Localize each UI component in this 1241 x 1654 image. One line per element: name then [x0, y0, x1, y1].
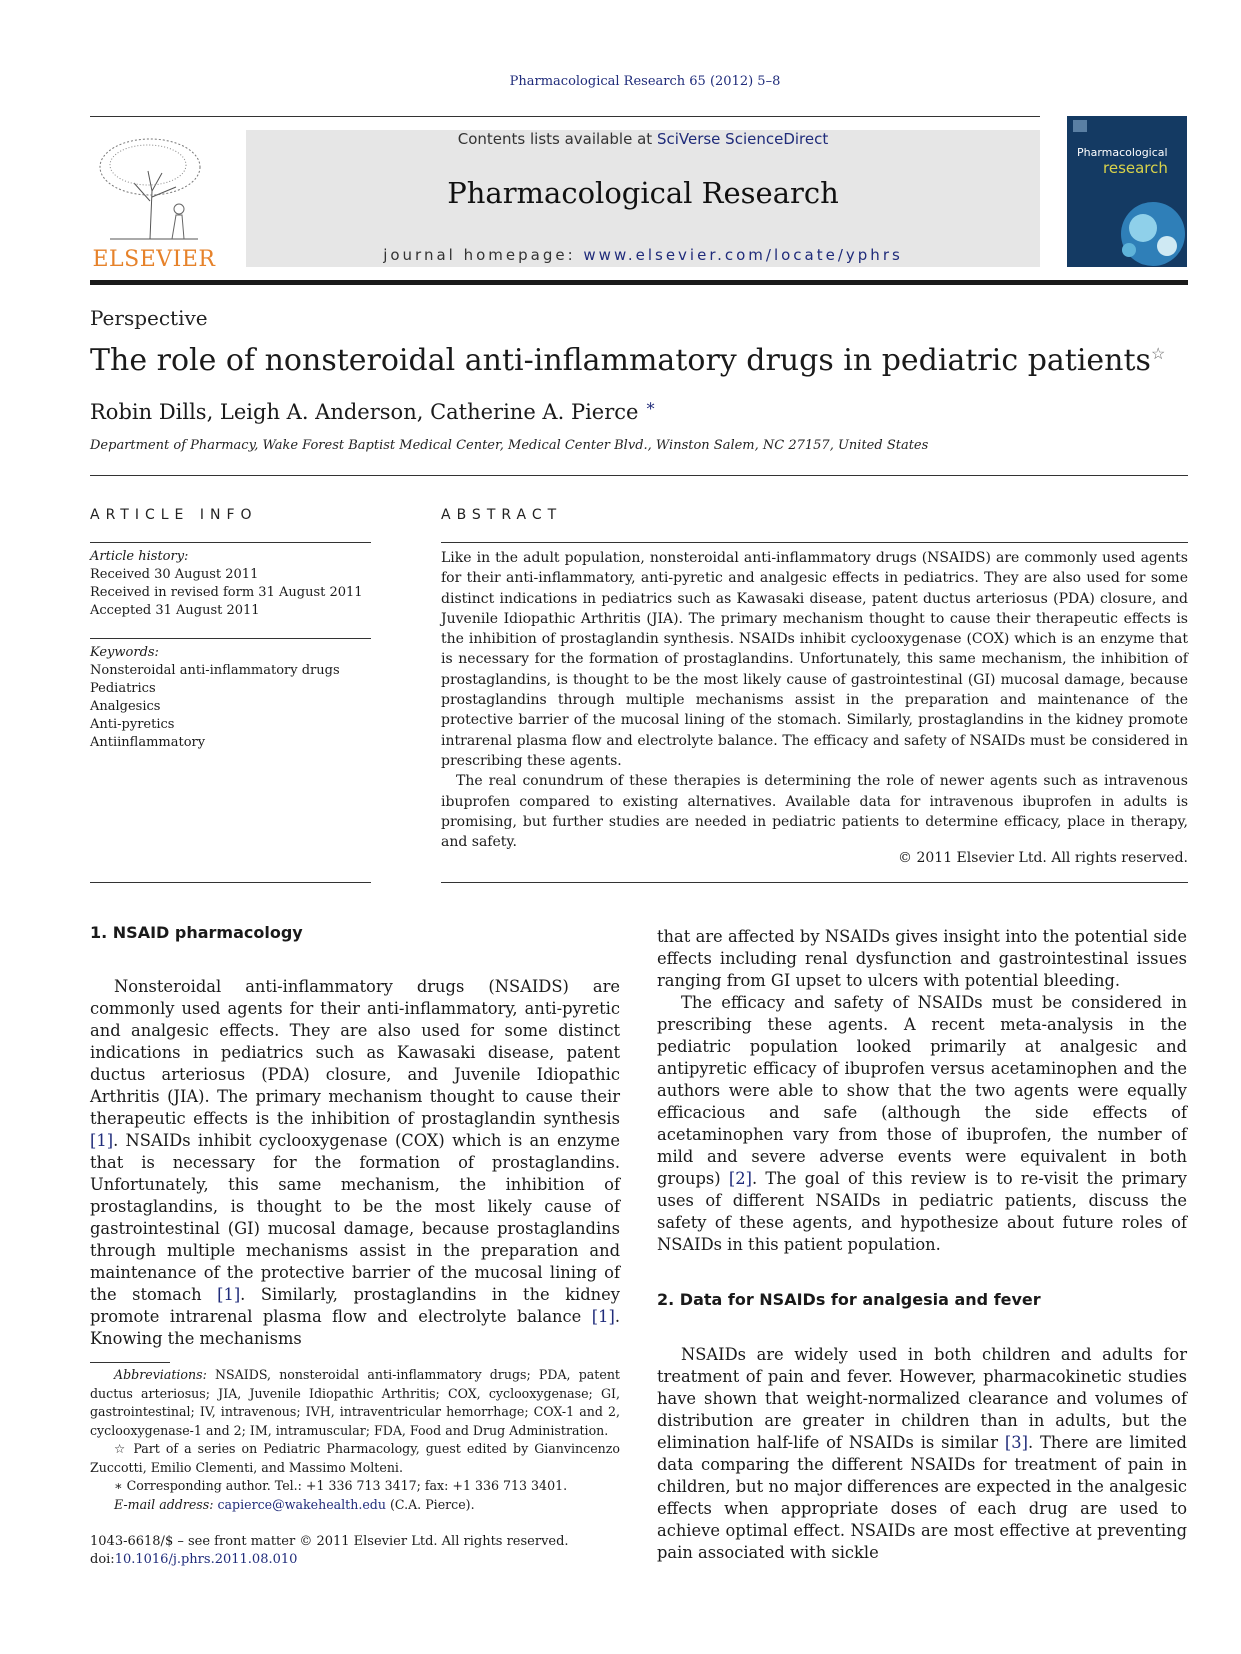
journal-banner [246, 130, 1040, 267]
article-history [90, 548, 375, 620]
journal-cover[interactable] [1067, 116, 1187, 267]
cover-art-icon [1067, 116, 1187, 267]
body-text: NSAIDs are widely used in both children and adults for treatment of pain and fever. However, pharmacokinetic studies have shown that weight-normalized clearance and volumes of distribution are greater in children than in adults, but the elimination half-life of NSAIDs is similar [657, 1345, 1187, 1452]
cover-title-line2: research [1103, 159, 1168, 177]
citation-link[interactable]: [2] [728, 1169, 752, 1188]
keywords [90, 644, 375, 752]
right-column [657, 926, 1187, 1564]
issn-block [90, 1533, 569, 1569]
article-info-end-rule [90, 882, 371, 883]
footnote-text: NSAIDS, nonsteroidal anti-inflammatory drugs; PDA, patent ductus arteriosus; JIA, Juvenile Idiopathic Arthritis; COX, cyclooxygenase; GI, gastrointestinal; IV, intravenous; IVH, intraventricular hemorrhage; COX-1 and 2, cyclooxygenase-1 and 2; IM, intramuscular; FDA, Food and Drug Administration. [90, 1367, 620, 1438]
footnote-mark: ∗ [114, 1478, 123, 1493]
footnote-text: Part of a series on Pediatric Pharmacology, guest edited by Gianvincenzo Zuccotti, Emilio Clementi, and Massimo Molteni. [90, 1441, 621, 1475]
article-info-rule [90, 542, 371, 543]
abstract-end-rule [441, 882, 1188, 883]
footnote-rule [90, 1362, 170, 1363]
citation-link[interactable]: [1] [217, 1285, 241, 1304]
footnote-mark: ☆ [114, 1441, 128, 1456]
corresponding-author-mark[interactable]: ∗ [645, 396, 657, 415]
article-type: Perspective [90, 306, 208, 330]
body-paragraph [657, 992, 1187, 1256]
title-block-rule [90, 475, 1188, 476]
issn-line: 1043-6618/$ – see front matter © 2011 Elsevier Ltd. All rights reserved. [90, 1534, 569, 1549]
abstract-paragraph-2: The real conundrum of these therapies is determining the role of newer agents such as intravenous ibuprofen compared to existing alternatives. Available data for intravenous ibuprofen in adults is promising, but further studies are needed in pediatric patients to determine efficacy, place in therapy, and safety. [441, 773, 1188, 851]
body-text: . Similarly, prostaglandins in the kidney promote intrarenal plasma flow and electrolyte balance [90, 1285, 621, 1326]
abstract-body [441, 548, 1188, 852]
title-footnote-mark[interactable]: ☆ [1150, 344, 1166, 363]
journal-name: Pharmacological Research [447, 176, 839, 210]
body-text: . NSAIDs inhibit cyclooxygenase (COX) which is an enzyme that is necessary for the formation of prostaglandins. Unfortunately, this same mechanism, the inhibition of prostaglandins, is thought to be the most likely cause of gastrointestinal (GI) mucosal damage, because prostaglandins through multiple mechanisms assist in the preparation and maintenance of the protective barrier of the mucosal lining of the stomach [90, 1131, 620, 1304]
body-paragraph: that are affected by NSAIDs gives insight into the potential side effects including renal dysfunction and gastrointestinal issues ranging from GI upset to ulcers with potential bleeding. [657, 927, 1187, 990]
author-names: Robin Dills, Leigh A. Anderson, Catherine A. Pierce [90, 400, 639, 424]
citation-link[interactable]: [3] [1004, 1433, 1028, 1452]
footnote-text: Corresponding author. Tel.: +1 336 713 3417; fax: +1 336 713 3401. [122, 1478, 568, 1493]
body-paragraph [90, 976, 620, 1350]
keyword-item: Anti-pyretics [90, 717, 175, 732]
series-footnote [90, 1440, 620, 1477]
elsevier-wordmark: ELSEVIER [92, 247, 216, 272]
homepage-link[interactable]: www.elsevier.com/locate/yphrs [583, 246, 903, 264]
left-column [90, 976, 620, 1350]
citation-link[interactable]: [1] [90, 1131, 114, 1150]
body-text: Nonsteroidal anti-inflammatory drugs (NSAIDS) are commonly used agents for their anti-inflammatory, anti-pyretic and analgesic effects. They are also used for some distinct indications in pediatrics such as Kawasaki disease, patent ductus arteriosus (PDA) closure, and Juvenile Idiopathic Arthritis (JIA). The primary mechanism thought to cause their therapeutic effects is the inhibition of prostaglandin synthesis [90, 977, 620, 1128]
section-heading: 1. NSAID pharmacology [90, 923, 303, 942]
history-accepted: Accepted 31 August 2011 [90, 603, 260, 618]
citation-link[interactable]: [1] [591, 1307, 615, 1326]
body-paragraph [657, 1344, 1187, 1564]
doi-link[interactable]: 10.1016/j.phrs.2011.08.010 [114, 1552, 298, 1567]
footnote-text: (C.A. Pierce). [385, 1496, 475, 1512]
running-head[interactable]: Pharmacological Research 65 (2012) 5–8 [509, 74, 781, 89]
abstract-copyright: © 2011 Elsevier Ltd. All rights reserved. [898, 850, 1188, 866]
body-text: . There are limited data comparing the different NSAIDs for treatment of pain in children, but no major differences are expected in the analgesic effects when appropriate doses of each drug are used to achieve optimal effect. NSAIDs are most effective at preventing pain associated with sickle [657, 1433, 1187, 1562]
keyword-item: Antiinflammatory [90, 735, 206, 750]
header-thick-rule [90, 280, 1188, 285]
body-text: The efficacy and safety of NSAIDs must be considered in prescribing these agents. A recent meta-analysis in the pediatric population looked primarily at analgesic and antipyretic efficacy of ibuprofen versus acetaminophen and the authors were able to show that the two agents were equally efficacious and safe (although the side effects of acetaminophen vary from those of ibuprofen, the number of mild and severe adverse events were equivalent in both groups) [657, 993, 1187, 1188]
abstract-heading: ABSTRACT [441, 507, 563, 523]
body-text: . The goal of this review is to re-visit the primary uses of different NSAIDs in pediatric patients, discuss the safety of these agents, and hypothesize about future roles of NSAIDs in this patient population. [657, 1169, 1187, 1254]
section-1-heading [90, 922, 620, 944]
header-rule [90, 116, 1040, 117]
author-list [90, 396, 656, 424]
abbreviations-footnote [90, 1366, 620, 1440]
history-revised: Received in revised form 31 August 2011 [90, 585, 363, 600]
email-link[interactable]: capierce@wakehealth.edu [217, 1496, 386, 1512]
contents-line [246, 130, 1040, 148]
history-received: Received 30 August 2011 [90, 567, 259, 582]
sciencedirect-link[interactable]: SciVerse ScienceDirect [656, 130, 829, 148]
history-label: Article history: [90, 549, 189, 564]
contents-prefix: Contents lists available at [457, 130, 653, 148]
article-title [90, 343, 1190, 378]
body-text: . Knowing the mechanisms [90, 1307, 620, 1348]
abstract-rule [441, 542, 1188, 543]
keyword-item: Analgesics [90, 699, 161, 714]
elsevier-logo [90, 131, 218, 271]
email-footnote [90, 1496, 620, 1515]
tree-icon [90, 131, 218, 243]
email-label: E-mail address: [114, 1496, 214, 1512]
homepage-line [246, 246, 1040, 264]
homepage-prefix: journal homepage: [383, 246, 576, 264]
keyword-item: Pediatrics [90, 681, 156, 696]
keywords-label: Keywords: [90, 645, 159, 660]
article-title-text: The role of nonsteroidal anti-inflammatory drugs in pediatric patients [90, 343, 1151, 378]
doi-prefix: doi: [90, 1552, 115, 1567]
section-heading: 2. Data for NSAIDs for analgesia and fever [657, 1290, 1041, 1309]
keyword-item: Nonsteroidal anti-inflammatory drugs [90, 663, 340, 678]
abbreviations-label: Abbreviations: [114, 1367, 207, 1382]
cover-title-line1: Pharmacological [1077, 146, 1168, 159]
article-info-heading: ARTICLE INFO [90, 507, 258, 523]
history-rule [90, 638, 371, 639]
abstract-paragraph-1: Like in the adult population, nonsteroidal anti-inflammatory drugs (NSAIDS) are commonly used agents for their anti-inflammatory, anti-pyretic and analgesic effects in pediatrics. They are also used for some distinct indications in pediatrics such as Kawasaki disease, patent ductus arteriosus (PDA) closure, and Juvenile Idiopathic Arthritis (JIA). The primary mechanism thought to cause their therapeutic effects is the inhibition of prostaglandin synthesis. NSAIDs inhibit cyclooxygenase (COX) which is an enzyme that is necessary for the formation of prostaglandins. Unfortunately, this same mechanism, the inhibition of prostaglandins, is thought to be the most likely cause of gastrointestinal (GI) mucosal damage, because prostaglandins through multiple mechanisms assist in the preparation and maintenance of the protective barrier of the mucosal lining of the stomach. Similarly, prostaglandins in the kidney promote intrarenal plasma flow and electrolyte balance. The efficacy and safety of NSAIDs must be considered in prescribing these agents. [441, 550, 1188, 769]
doi-line [90, 1551, 569, 1569]
affiliation: Department of Pharmacy, Wake Forest Baptist Medical Center, Medical Center Blvd., Winston Salem, NC 27157, United States [90, 438, 929, 453]
corresponding-footnote [90, 1477, 620, 1496]
footnotes [90, 1366, 620, 1514]
